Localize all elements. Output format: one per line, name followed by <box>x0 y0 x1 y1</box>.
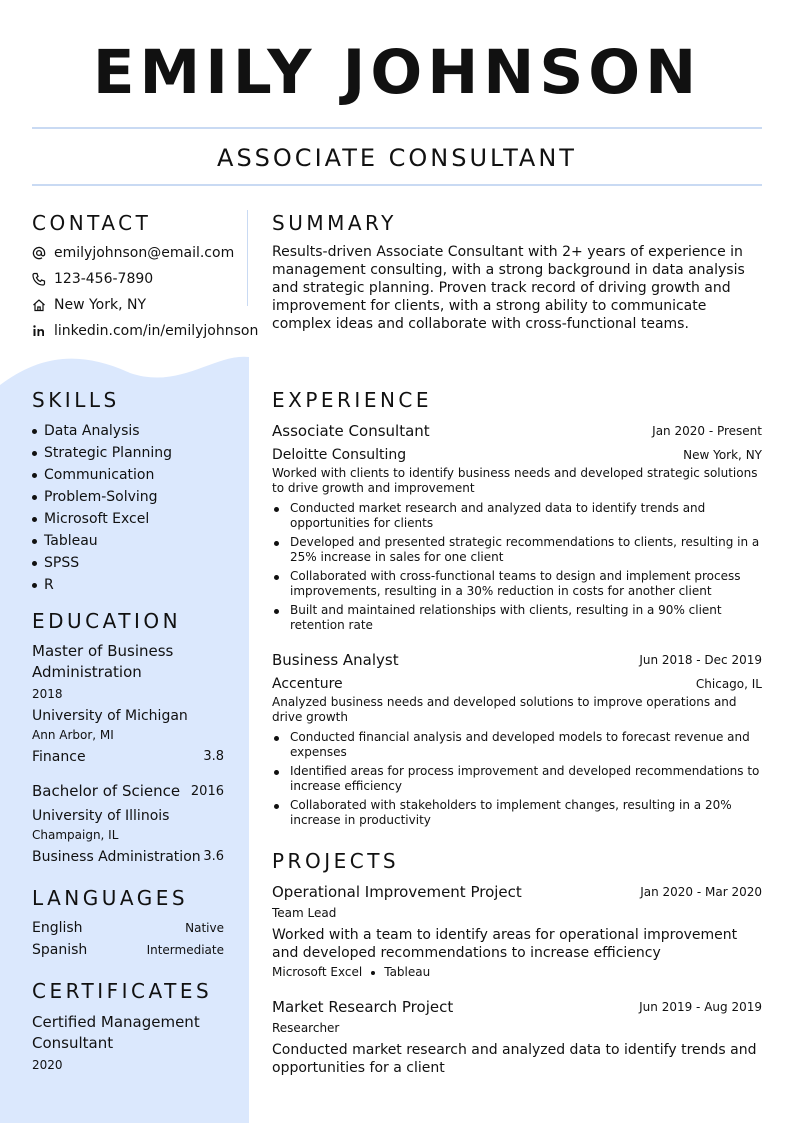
skill-label: Problem-Solving <box>44 489 158 505</box>
contact-phone[interactable] <box>32 269 153 289</box>
certificate-name: Certified Management Consultant <box>32 1013 200 1052</box>
skills-list <box>32 420 172 596</box>
project-title: Market Research Project <box>272 998 454 1016</box>
bullet-text: Collaborated with cross-functional teams to design and implement process improvements, resulting in a 30% reduction in costs for another client <box>290 569 741 598</box>
job-dates: Jun 2018 - Dec 2019 <box>639 653 762 667</box>
language-name: English <box>32 920 83 936</box>
list-item <box>32 552 172 574</box>
school-name: University of Illinois <box>32 808 170 824</box>
projects-heading: PROJECTS <box>272 849 400 873</box>
list-item <box>32 442 172 464</box>
list-item <box>32 574 172 596</box>
certificate-year: 2020 <box>32 1058 63 1072</box>
phone-text: 123-456-7890 <box>54 271 154 287</box>
separator-dot <box>371 971 375 975</box>
project-role: Researcher <box>272 1021 340 1035</box>
contact-linkedin[interactable] <box>32 321 258 341</box>
column-divider <box>247 210 248 306</box>
list-item <box>272 798 762 828</box>
tool-label: Microsoft Excel <box>272 965 363 979</box>
summary-heading: SUMMARY <box>272 211 397 235</box>
job-description: Worked with clients to identify business needs and developed strategic solutions to drive growth and improvement <box>272 466 758 495</box>
phone-icon <box>32 272 46 286</box>
skill-label: Tableau <box>44 533 98 549</box>
field-of-study: Business Administration <box>32 849 201 865</box>
job-title: Associate Consultant <box>272 422 430 440</box>
divider <box>32 184 762 186</box>
education-heading: EDUCATION <box>32 609 182 633</box>
bullet-text: Conducted market research and analyzed data to identify trends and opportunities for clients <box>290 501 706 530</box>
list-item <box>272 501 762 531</box>
degree: Master of Business Administration <box>32 642 174 681</box>
list-item <box>272 764 762 794</box>
degree-year: 2018 <box>32 687 63 701</box>
bullet-text: Conducted financial analysis and developed models to forecast revenue and expenses <box>290 730 750 759</box>
location-text: New York, NY <box>54 297 147 313</box>
company-name: Deloitte Consulting <box>272 447 407 463</box>
languages-heading: LANGUAGES <box>32 886 189 910</box>
school-location: Champaign, IL <box>32 828 119 842</box>
gpa: 3.6 <box>203 849 224 864</box>
skill-label: SPSS <box>44 555 80 571</box>
project-description: Worked with a team to identify areas for operational improvement and developed recommendations to increase efficiency <box>272 927 738 961</box>
project-description: Conducted market research and analyzed data to identify trends and opportunities for a client <box>272 1042 757 1076</box>
skill-label: Strategic Planning <box>44 445 173 461</box>
school-name: University of Michigan <box>32 708 188 724</box>
gpa: 3.8 <box>203 749 224 764</box>
linkedin-icon <box>32 324 46 338</box>
linkedin-text: linkedin.com/in/emilyjohnson <box>54 323 259 339</box>
list-item <box>32 464 172 486</box>
school-location: Ann Arbor, MI <box>32 728 114 742</box>
degree-year: 2016 <box>190 784 224 799</box>
skills-heading: SKILLS <box>32 388 120 412</box>
degree: Bachelor of Science <box>32 782 181 800</box>
job-dates: Jan 2020 - Present <box>652 424 762 438</box>
job-title: ASSOCIATE CONSULTANT <box>217 144 577 172</box>
field-of-study: Finance <box>32 749 86 765</box>
project-role: Team Lead <box>272 906 337 920</box>
skill-label: R <box>44 577 54 593</box>
bullet-text: Developed and presented strategic recommendations to clients, resulting in a 25% increase in sales for one client <box>290 535 760 564</box>
certificates-heading: CERTIFICATES <box>32 979 213 1003</box>
list-item <box>272 730 762 760</box>
bullet-text: Built and maintained relationships with clients, resulting in a 90% client retention rate <box>290 603 722 632</box>
contact-email[interactable] <box>32 243 234 263</box>
job-title: Business Analyst <box>272 651 399 669</box>
list-item <box>32 530 172 552</box>
job-location: New York, NY <box>683 448 762 462</box>
contact-heading: CONTACT <box>32 211 152 235</box>
summary-text: Results-driven Associate Consultant with 2+ years of experience in management consulting, with a strong background in data analysis and strategic planning. Proven track record of driving growth and improvement for clients, with a strong ability to communicate complex ideas and collaborate with cross-functional teams. <box>272 244 745 332</box>
language-name: Spanish <box>32 942 88 958</box>
list-item <box>32 420 172 442</box>
candidate-name: EMILY JOHNSON <box>92 37 702 108</box>
at-icon <box>32 246 46 260</box>
project-tools <box>272 964 430 981</box>
skill-label: Communication <box>44 467 155 483</box>
bullet-text: Identified areas for process improvement and developed recommendations to increase efficiency <box>290 764 760 793</box>
language-level: Native <box>185 921 224 935</box>
home-icon <box>32 298 46 312</box>
bullet-text: Collaborated with stakeholders to implement changes, resulting in a 20% increase in productivity <box>290 798 732 827</box>
list-item <box>32 486 172 508</box>
company-name: Accenture <box>272 676 343 692</box>
list-item <box>272 535 762 565</box>
skill-label: Microsoft Excel <box>44 511 150 527</box>
project-title: Operational Improvement Project <box>272 883 522 901</box>
experience-heading: EXPERIENCE <box>272 388 433 412</box>
project-dates: Jun 2019 - Aug 2019 <box>639 1000 762 1014</box>
project-dates: Jan 2020 - Mar 2020 <box>640 885 762 899</box>
divider <box>32 127 762 129</box>
job-description: Analyzed business needs and developed solutions to improve operations and drive growth <box>272 695 737 724</box>
contact-location <box>32 295 146 315</box>
skill-label: Data Analysis <box>44 423 140 439</box>
list-item <box>272 569 762 599</box>
language-level: Intermediate <box>146 943 224 957</box>
list-item <box>32 508 172 530</box>
tool-label: Tableau <box>384 965 431 979</box>
job-location: Chicago, IL <box>695 677 762 691</box>
email-text: emilyjohnson@email.com <box>54 245 235 261</box>
list-item <box>272 603 762 633</box>
